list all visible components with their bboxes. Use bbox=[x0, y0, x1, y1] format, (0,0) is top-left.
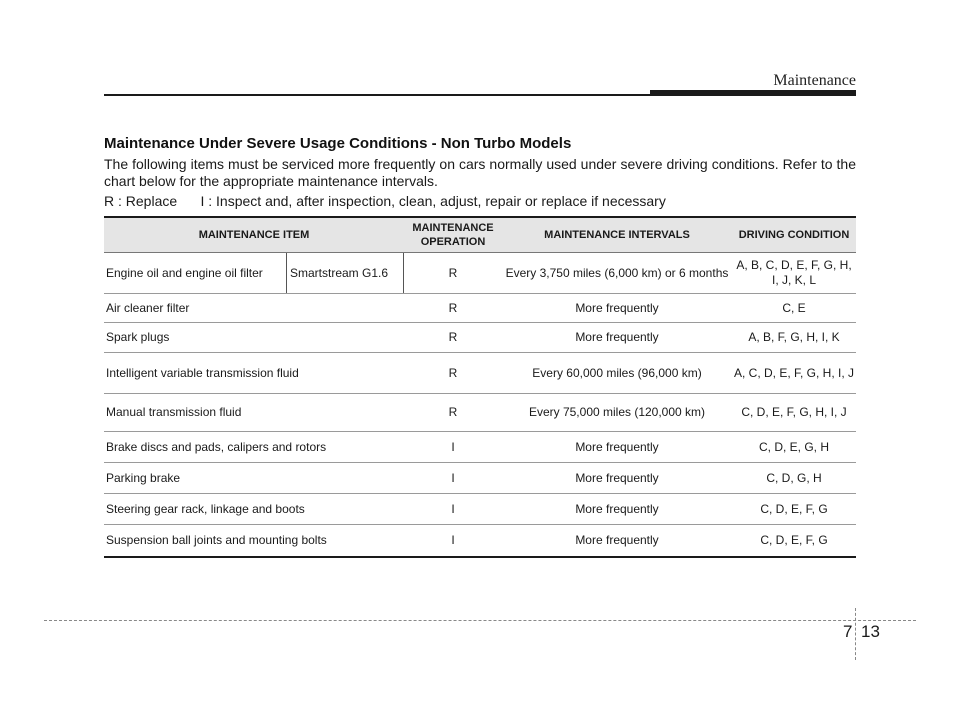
header-maintenance-intervals: MAINTENANCE INTERVALS bbox=[544, 229, 690, 241]
item-cell: Engine oil and engine oil filter bbox=[104, 253, 287, 293]
intro-paragraph: The following items must be serviced more frequently on cars normally used under severe driving conditions. Refer to the chart below for the appropriate maintenance intervals. bbox=[104, 156, 856, 189]
header-rule-accent bbox=[650, 90, 856, 96]
header-maintenance-operation: MAINTENANCE OPERATION bbox=[412, 222, 494, 248]
table-row bbox=[104, 253, 856, 294]
condition-cell: C, D, E, F, G, H, I, J bbox=[741, 405, 847, 419]
footer-rule bbox=[44, 620, 916, 621]
interval-cell: Every 3,750 miles (6,000 km) or 6 months bbox=[505, 265, 729, 280]
table-row bbox=[104, 525, 856, 556]
table-row bbox=[104, 323, 856, 353]
condition-cell: A, B, F, G, H, I, K bbox=[748, 330, 840, 344]
table-row bbox=[104, 294, 856, 323]
interval-cell: More frequently bbox=[575, 330, 659, 344]
condition-cell: A, C, D, E, F, G, H, I, J bbox=[733, 365, 855, 380]
maintenance-table bbox=[104, 216, 856, 558]
footer-divider bbox=[855, 608, 856, 660]
condition-cell: C, D, G, H bbox=[766, 470, 822, 485]
operation-cell: I bbox=[451, 501, 455, 516]
operation-cell: R bbox=[448, 405, 458, 419]
operation-cell: I bbox=[451, 470, 455, 485]
condition-cell: C, D, E, F, G bbox=[760, 501, 828, 516]
condition-cell: C, D, E, G, H bbox=[758, 439, 829, 454]
table-row bbox=[104, 394, 856, 432]
interval-cell: Every 75,000 miles (120,000 km) bbox=[528, 405, 706, 419]
table-row bbox=[104, 494, 856, 525]
item-cell: Intelligent variable transmission fluid bbox=[106, 365, 299, 380]
section-title: Maintenance bbox=[773, 72, 856, 89]
operation-cell: I bbox=[451, 439, 455, 454]
item-cell: Brake discs and pads, calipers and rotors bbox=[106, 439, 327, 454]
condition-cell: A, B, C, D, E, F, G, H, I, J, K, L bbox=[736, 258, 852, 287]
item-cell: Spark plugs bbox=[106, 330, 170, 344]
operation-cell: R bbox=[448, 265, 458, 280]
condition-cell: C, D, E, F, G bbox=[760, 533, 828, 547]
chapter-number: 7 bbox=[843, 622, 853, 641]
interval-cell: More frequently bbox=[575, 300, 659, 315]
interval-cell: More frequently bbox=[575, 501, 659, 516]
operation-cell: R bbox=[448, 300, 458, 315]
interval-cell: Every 60,000 miles (96,000 km) bbox=[532, 365, 702, 380]
table-row bbox=[104, 463, 856, 494]
item-cell: Steering gear rack, linkage and boots bbox=[106, 501, 305, 516]
legend-text: R : Replace I : Inspect and, after inspection, clean, adjust, repair or replace if necessary bbox=[104, 193, 666, 209]
item-cell: Manual transmission fluid bbox=[106, 405, 242, 419]
condition-cell: C, E bbox=[782, 300, 806, 315]
item-cell: Parking brake bbox=[106, 470, 181, 485]
interval-cell: More frequently bbox=[575, 533, 659, 547]
item-cell: Suspension ball joints and mounting bolts bbox=[106, 533, 327, 547]
header-driving-condition: DRIVING CONDITION bbox=[738, 229, 850, 241]
operation-cell: R bbox=[448, 330, 458, 344]
interval-cell: More frequently bbox=[575, 470, 659, 485]
page-number: 13 bbox=[861, 622, 880, 641]
page-heading: Maintenance Under Severe Usage Conditions - Non Turbo Models bbox=[104, 135, 572, 152]
table-row bbox=[104, 432, 856, 463]
header-maintenance-item: MAINTENANCE ITEM bbox=[198, 229, 310, 241]
header-rule bbox=[104, 94, 650, 96]
engine-type-cell: Smartstream G1.6 bbox=[287, 253, 404, 293]
table-header-row bbox=[104, 218, 856, 253]
item-cell: Air cleaner filter bbox=[106, 300, 190, 315]
operation-cell: I bbox=[451, 533, 455, 547]
table-row bbox=[104, 353, 856, 394]
interval-cell: More frequently bbox=[575, 439, 659, 454]
operation-cell: R bbox=[448, 365, 458, 380]
